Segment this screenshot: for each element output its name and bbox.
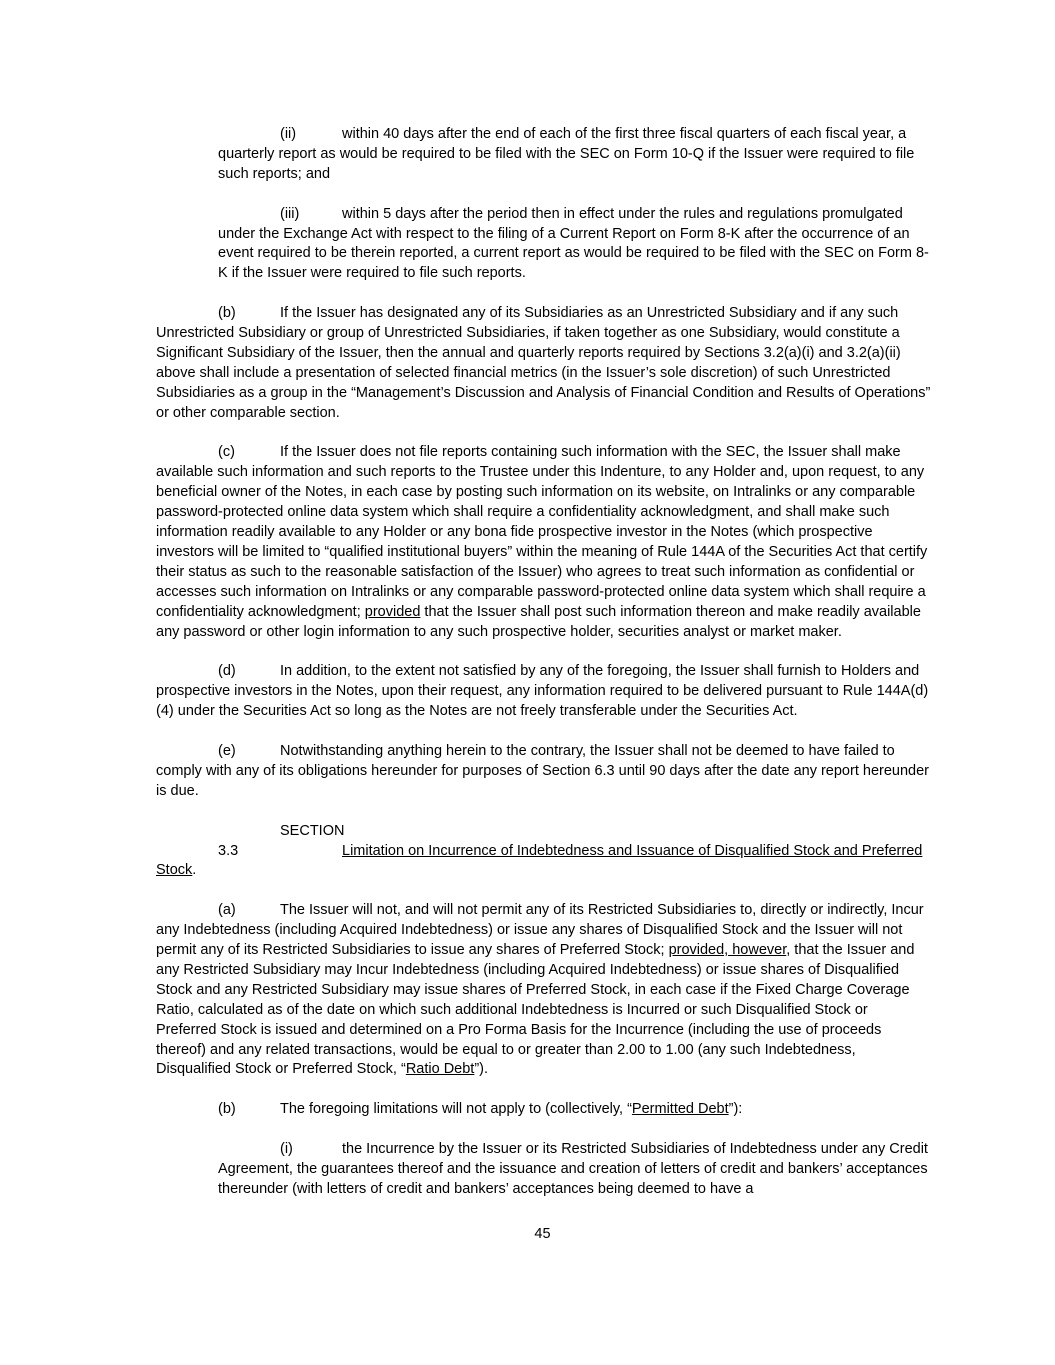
paragraph-d (156, 662, 931, 722)
paragraph-text: The Issuer will not, and will not permit any of its Restricted Subsidiaries to, directly or indirectly, Incur any Indebtedness (including Acquired Indebtedness) or issue any shares of Disqualified Stock and the Issuer will not permit any of its Restricted Subsidiaries to issue any shares of Preferred Stock; (156, 902, 924, 959)
clause-number: (iii) (280, 205, 300, 222)
section-title-period: . (192, 862, 197, 879)
paragraph-text-end: ”): (728, 1101, 743, 1118)
clause-text: within 5 days after the period then in effect under the rules and regulations promulgated under the Exchange Act with respect to the filing of a Current Report on Form 8-K after the occurrence of an event required to be therein reported, a current report as would be required to be filed with the SEC on Form 8-K if the Issuer were required to file such reports. (218, 205, 929, 282)
section-title: Limitation on Incurrence of Indebtedness and Issuance of Disqualified Stock and Preferred Stock (156, 842, 923, 879)
clause-number: (ii) (280, 126, 297, 142)
defined-term-provided-however: provided, however (668, 942, 787, 959)
clause-iii (156, 205, 931, 285)
page-number: 45 (534, 1226, 551, 1242)
clause-text: the Incurrence by the Issuer or its Restricted Subsidiaries of Indebtedness under any Credit Agreement, the guarantees thereof and the issuance and creation of letters of credit and bankers’ acceptances thereunder (with letters of credit and bankers’ acceptances being deemed to have a (218, 1141, 928, 1197)
section-3-3-paragraph-a (156, 901, 931, 1080)
paragraph-text-continued: , that the Issuer and any Restricted Subsidiary may Incur Indebtedness (including Acquired Indebtedness) or issue shares of Disqualified Stock and any Restricted Subsidiary may issue shares of Preferred Stock, in each case if the Fixed Charge Coverage Ratio, calculated as of the date on which such additional Indebtedness is Incurred or such Disqualified Stock or Preferred Stock is issued and determined on a Pro Forma Basis for the Incurrence (including the use of proceeds thereof) and any related transactions, would be equal to or greater than 2.00 to 1.00 (any such Indebtedness, Disqualified Stock or Preferred Stock, “ (156, 942, 915, 1078)
document-body (156, 125, 931, 1220)
defined-term-provided: provided (364, 603, 421, 620)
paragraph-text: If the Issuer has designated any of its Subsidiaries as an Unrestricted Subsidiary and if any such Unrestricted Subsidiary or group of Unrestricted Subsidiaries, if taken together as one Subsidiary, would constitute a Significant Subsidiary of the Issuer, then the annual and quarterly reports required by Sections 3.2(a)(i) and 3.2(a)(ii) above shall include a presentation of selected financial metrics (in the Issuer’s sole discretion) of such Unrestricted Subsidiaries as a group in the “Management’s Discussion and Analysis of Financial Condition and Results of Operations” or other comparable section. (156, 305, 931, 421)
section-3-3-clause-b-i (156, 1140, 931, 1200)
paragraph-number: (b) (218, 1101, 236, 1118)
paragraph-number: (c) (218, 444, 235, 461)
paragraph-e (156, 742, 931, 802)
paragraph-text: Notwithstanding anything herein to the contrary, the Issuer shall not be deemed to have failed to comply with any of its obligations hereunder for purposes of Section 6.3 until 90 days after the date any report hereunder is due. (156, 743, 929, 799)
paragraph-text: In addition, to the extent not satisfied by any of the foregoing, the Issuer shall furnish to Holders and prospective investors in the Notes, upon their request, any information required to be delivered pursuant to Rule 144A(d)(4) under the Securities Act so long as the Notes are not freely transferable under the Securities Act. (156, 663, 929, 720)
paragraph-text-continued: that the Issuer shall post such information thereon and make readily available any password or other login information to any such prospective holder, securities analyst or market maker. (156, 603, 921, 640)
paragraph-number: (e) (218, 743, 236, 760)
clause-text: within 40 days after the end of each of the first three fiscal quarters of each fiscal year, a quarterly report as would be required to be filed with the SEC on Form 10-Q if the Issuer were required to file such reports; and (218, 126, 915, 182)
section-3-3-paragraph-b (156, 1100, 931, 1120)
paragraph-text: The foregoing limitations will not apply to (collectively, “ (280, 1101, 632, 1118)
section-3-3-heading (156, 822, 931, 882)
clause-number: (i) (280, 1141, 293, 1158)
defined-term-permitted-debt: Permitted Debt (631, 1101, 729, 1118)
paragraph-number: (a) (218, 902, 236, 919)
paragraph-b (156, 304, 931, 423)
paragraph-text-end: ”). (474, 1061, 489, 1078)
defined-term-ratio-debt: Ratio Debt (405, 1061, 475, 1078)
paragraph-text: If the Issuer does not file reports containing such information with the SEC, the Issuer shall make available such information and such reports to the Trustee under this Indenture, to any Holder and, upon request, to any beneficial owner of the Notes, in each case by posting such information on its website, on Intralinks or any comparable password-protected online data system which shall require a confidentiality acknowledgment, and shall make such information readily available to any Holder or any bona fide prospective investor in the Notes (which prospective investors will be limited to “qualified institutional buyers” within the meaning of Rule 144A of the Securities Act that certify their status as such to the reasonable satisfaction of the Issuer) who agrees to treat such information as confidential or accesses such information on Intralinks or any comparable password-protected online data system which shall require a confidentiality acknowledgment; (156, 444, 928, 620)
paragraph-c (156, 443, 931, 642)
paragraph-number: (d) (218, 663, 236, 680)
paragraph-number: (b) (218, 305, 236, 322)
clause-ii (156, 125, 931, 185)
section-label: SECTION 3.3 (218, 822, 345, 859)
